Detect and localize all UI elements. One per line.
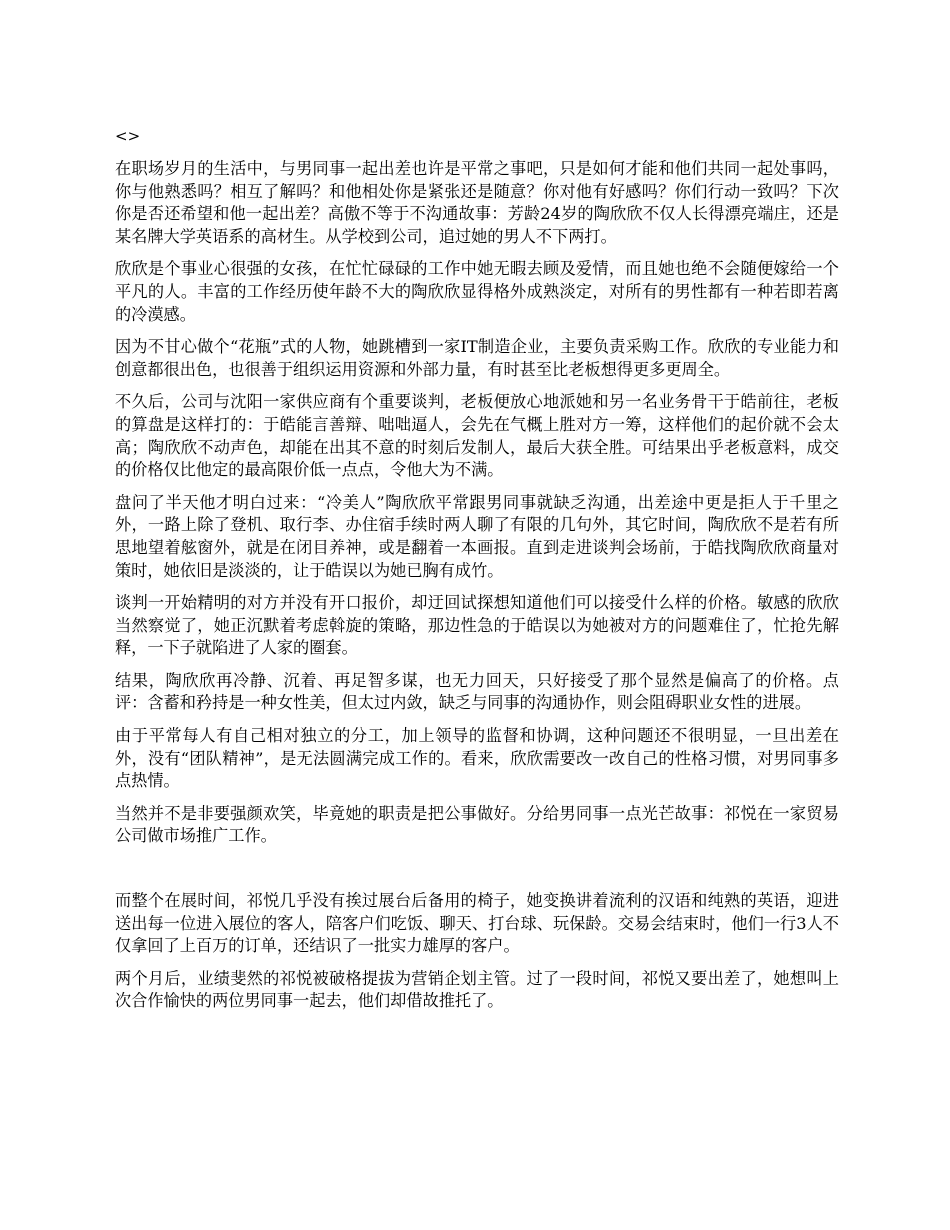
paragraph-3: 因为不甘心做个“花瓶”式的人物，她跳槽到一家IT制造企业，主要负责采购工作。欣欣的专业能力和创意都很出色，也很善于组织运用资源和外部力量，有时甚至比老板想得更多更周全。 xyxy=(115,337,839,379)
paragraph-7: 结果，陶欣欣再冷静、沉着、再足智多谋，也无力回天，只好接受了那个显然是偏高了的价格。点评：含蓄和矜持是一种女性美，但太过内敛，缺乏与同事的沟通协作，则会阻碍职业女性的进展。 xyxy=(115,670,839,713)
document-page xyxy=(115,126,839,1023)
header-mark: <> xyxy=(115,127,141,145)
paragraph-8: 由于平常每人有自己相对独立的分工，加上领导的监督和协调，这种问题还不很明显，一旦出差在外，没有“团队精神”，是无法圆满完成工作的。看来，欣欣需要改一改自己的性格习惯，对男同事多点热情。 xyxy=(115,726,839,791)
paragraph-1: 在职场岁月的生活中，与男同事一起出差也许是平常之事吧，只是如何才能和他们共同一起处事吗，你与他熟悉吗？相互了解吗？和他相处你是紧张还是随意？你对他有好感吗？你们行动一致吗？下次你是否还希望和他一起出差？高傲不等于不沟通故事：芳龄24岁的陶欣欣不仅人长得漂亮端庄，还是某名牌大学英语系的高材生。从学校到公司，追过她的男人不下两打。 xyxy=(115,159,839,246)
paragraph-4: 不久后，公司与沈阳一家供应商有个重要谈判，老板便放心地派她和另一名业务骨干于皓前往，老板的算盘是这样打的：于皓能言善辩、咄咄逼人，会先在气概上胜对方一筹，这样他们的起价就不会太高；陶欣欣不动声色，却能在出其不意的时刻后发制人，最后大获全胜。可结果出乎老板意料，成交的价格仅比他定的最高限价低一点点，令他大为不满。 xyxy=(115,392,839,480)
section-break xyxy=(115,858,839,890)
paragraph-11: 两个月后，业绩斐然的祁悦被破格提拔为营销企划主管。过了一段时间，祁悦又要出差了，她想叫上次合作愉快的两位男同事一起去，他们却借故推托了。 xyxy=(115,968,839,1011)
paragraph-6: 谈判一开始精明的对方并没有开口报价，却迂回试探想知道他们可以接受什么样的价格。敏感的欣欣当然察觉了，她正沉默着考虑斡旋的策略，那边性急的于皓误以为她被对方的问题难住了，忙抢先解释，一下子就陷进了人家的圈套。 xyxy=(115,593,839,658)
paragraph-2: 欣欣是个事业心很强的女孩，在忙忙碌碌的工作中她无暇去顾及爱情，而且她也绝不会随便嫁给一个平凡的人。丰富的工作经历使年龄不大的陶欣欣显得格外成熟淡定，对所有的男性都有一种若即若离的冷漠感。 xyxy=(115,259,839,324)
paragraph-5: 盘问了半天他才明白过来：“冷美人”陶欣欣平常跟男同事就缺乏沟通，出差途中更是拒人于千里之外，一路上除了登机、取行李、办住宿手续时两人聊了有限的几句外，其它时间，陶欣欣不是若有所思地望着舷窗外，就是在闭目养神，或是翻着一本画报。直到走进谈判会场前，于皓找陶欣欣商量对策时，她依旧是淡淡的，让于皓误以为她已胸有成竹。 xyxy=(115,492,839,580)
paragraph-10: 而整个在展时间，祁悦几乎没有挨过展台后备用的椅子，她变换讲着流利的汉语和纯熟的英语，迎进送出每一位进入展位的客人，陪客户们吃饭、聊天、打台球、玩保龄。交易会结束时，他们一行3人不仅拿回了上百万的订单，还结识了一批实力雄厚的客户。 xyxy=(115,891,839,956)
paragraph-9: 当然并不是非要强颜欢笑，毕竟她的职责是把公事做好。分给男同事一点光芒故事：祁悦在一家贸易公司做市场推广工作。 xyxy=(115,803,839,846)
